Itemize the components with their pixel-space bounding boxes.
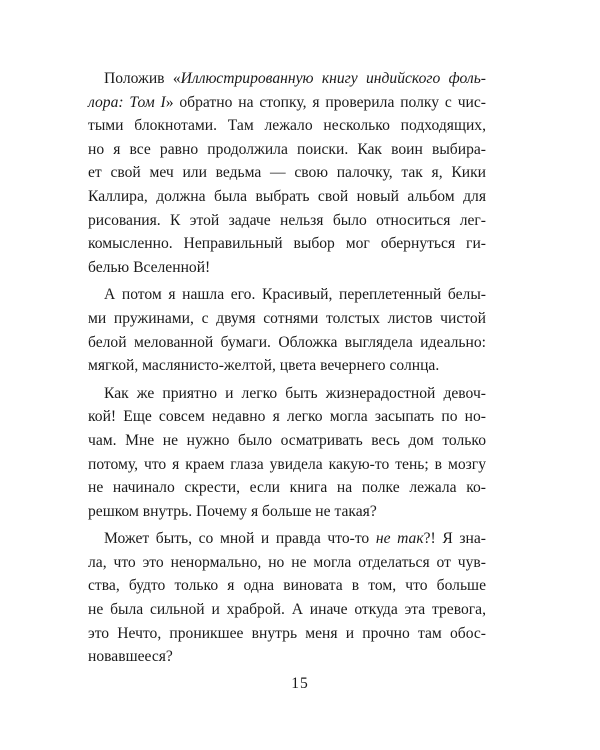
text-line: чам. Мне не нужно было осматривать весь дом только <box>88 431 486 449</box>
text-line: мягкой, маслянисто-желтой, цвета вечернего солнца. <box>88 357 440 375</box>
italic-text: не так <box>375 530 424 548</box>
text-line: комысленно. Неправильный выбор мог обернуться ги- <box>88 235 486 253</box>
text-line: не была сильной и храброй. А иначе откуда эта тревога, <box>88 601 486 619</box>
text-line: ет свой меч или ведьма — свою палочку, так я, Кики <box>88 164 486 182</box>
text-line: решком внутрь. Почему я больше не такая? <box>88 502 377 520</box>
page-body <box>88 67 486 673</box>
paragraph <box>88 382 486 524</box>
text-line: кой! Еще совсем недавно я легко могла засыпать по но- <box>88 408 486 426</box>
text-line: Положив «Иллюстрированную книгу индийского фоль- <box>104 70 486 87</box>
text-line: Может быть, со мной и правда что-то не так?! Я зна- <box>104 530 486 548</box>
text-line: белой мелованной бумаги. Обложка выглядела идеально: <box>88 333 486 351</box>
paragraph <box>88 283 486 377</box>
paragraph <box>88 527 486 669</box>
text-line: но я все равно продолжила поиски. Как воин выбира- <box>88 140 486 158</box>
text-line: ми пружинами, с двумя сотнями толстых листов чистой <box>88 309 486 327</box>
text-line: тыми блокнотами. Там лежало несколько подходящих, <box>88 117 486 135</box>
paragraph <box>88 67 486 279</box>
text-line: это Нечто, проникшее внутрь меня и прочно там обос- <box>88 624 486 642</box>
page-number: 15 <box>291 675 309 692</box>
text-line: Каллира, должна была выбрать свой новый альбом для <box>88 187 486 205</box>
text-line: новавшееся? <box>88 648 173 666</box>
text-line: ства, будто только я одна виновата в том, что больше <box>88 577 486 595</box>
text-line: Как же приятно и легко быть жизнерадостной девоч- <box>104 384 486 402</box>
text-line: белью Вселенной! <box>88 258 211 276</box>
text-line: не начинало скрести, если книга на полке лежала ко- <box>88 479 486 497</box>
text-line: ла, что это ненормально, но не могла отделаться от чув- <box>88 553 486 571</box>
text-line: потому, что я краем глаза увидела какую-то тень; в мозгу <box>88 455 486 473</box>
italic-text: Иллюстрированную книгу индийского фоль- <box>180 70 486 87</box>
text-line: рисования. К этой задаче нельзя было относиться лег- <box>88 211 486 229</box>
text-line: А потом я нашла его. Красивый, переплетенный белы- <box>104 286 486 304</box>
italic-text: лора: Том I <box>88 93 166 111</box>
text-line: лора: Том I» обратно на стопку, я проверила полку с чис- <box>88 93 487 111</box>
